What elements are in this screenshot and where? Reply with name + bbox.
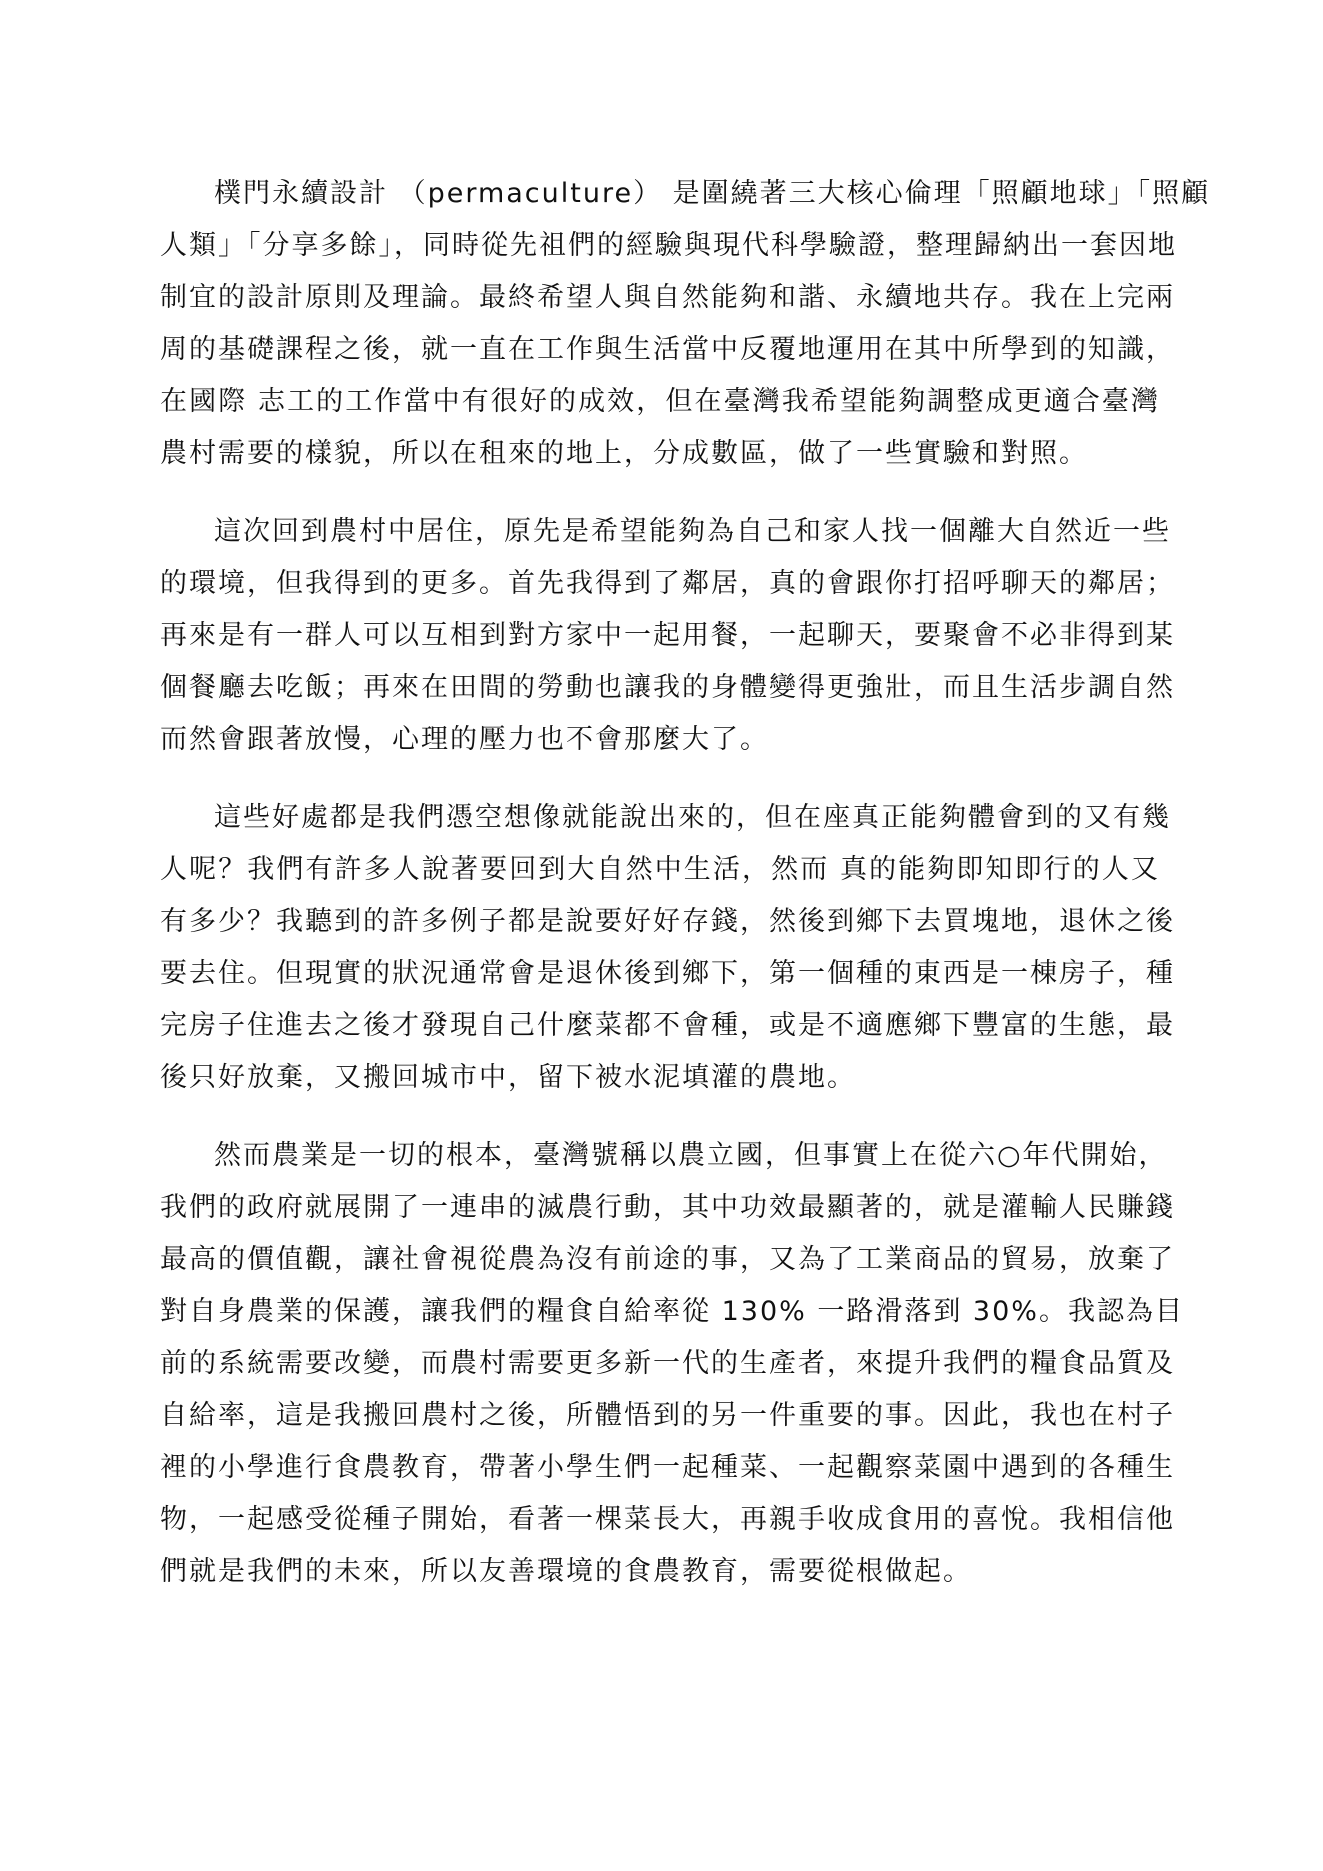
text-line: 然而農業是一切的根本，臺灣號稱以農立國，但事實上在從六○年代開始， — [214, 1140, 1168, 1171]
text-line: 們就是我們的未來，所以友善環境的食農教育，需要從根做起。 — [160, 1556, 972, 1587]
text-line: 而然會跟著放慢，心理的壓力也不會那麼大了。 — [160, 724, 769, 755]
paragraph-4 — [160, 1130, 1184, 1598]
text-line: 這次回到農村中居住，原先是希望能夠為自己和家人找一個離大自然近一些 — [214, 516, 1171, 547]
text-line: 我們的政府就展開了一連串的滅農行動，其中功效最顯著的，就是灌輸人民賺錢 — [160, 1192, 1175, 1223]
paragraph-2 — [160, 506, 1175, 766]
text-line: 農村需要的樣貌，所以在租來的地上，分成數區，做了一些實驗和對照。 — [160, 438, 1088, 469]
text-line: 制宜的設計原則及理論。最終希望人與自然能夠和諧、永續地共存。我在上完兩 — [160, 282, 1175, 313]
paragraph-3 — [160, 792, 1175, 1104]
text-line: 完房子住進去之後才發現自己什麼菜都不會種，或是不適應鄉下豐富的生態，最 — [160, 1010, 1175, 1041]
text-line: 樸門永續設計 （permaculture） 是圍繞著三大核心倫理「照顧地球」「照顧 — [214, 178, 1211, 209]
text-line: 這些好處都是我們憑空想像就能說出來的，但在座真正能夠體會到的又有幾 — [214, 802, 1171, 833]
text-line: 在國際 志工的工作當中有很好的成效，但在臺灣我希望能夠調整成更適合臺灣 — [160, 386, 1160, 417]
text-line: 裡的小學進行食農教育，帶著小學生們一起種菜、一起觀察菜園中遇到的各種生 — [160, 1452, 1175, 1483]
text-line: 後只好放棄，又搬回城市中，留下被水泥填灌的農地。 — [160, 1062, 856, 1093]
text-line: 周的基礎課程之後，就一直在工作與生活當中反覆地運用在其中所學到的知識， — [160, 334, 1175, 365]
text-line: 最高的價值觀，讓社會視從農為沒有前途的事，又為了工業商品的貿易，放棄了 — [160, 1244, 1175, 1275]
text-line: 人類」「分享多餘」，同時從先祖們的經驗與現代科學驗證，整理歸納出一套因地 — [160, 230, 1177, 261]
text-line: 人呢？我們有許多人說著要回到大自然中生活，然而 真的能夠即知即行的人又 — [160, 854, 1160, 885]
text-line: 對自身農業的保護，讓我們的糧食自給率從 130% 一路滑落到 30%。我認為目 — [160, 1296, 1184, 1327]
document-body — [160, 168, 1211, 1624]
text-line: 自給率，這是我搬回農村之後，所體悟到的另一件重要的事。因此，我也在村子 — [160, 1400, 1175, 1431]
paragraph-1 — [160, 168, 1211, 480]
text-line: 再來是有一群人可以互相到對方家中一起用餐，一起聊天，要聚會不必非得到某 — [160, 620, 1175, 651]
text-line: 個餐廳去吃飯；再來在田間的勞動也讓我的身體變得更強壯，而且生活步調自然 — [160, 672, 1175, 703]
text-line: 物，一起感受從種子開始，看著一棵菜長大，再親手收成食用的喜悅。我相信他 — [160, 1504, 1175, 1535]
text-line: 前的系統需要改變，而農村需要更多新一代的生產者，來提升我們的糧食品質及 — [160, 1348, 1175, 1379]
text-line: 有多少？我聽到的許多例子都是說要好好存錢，然後到鄉下去買塊地，退休之後 — [160, 906, 1175, 937]
text-line: 的環境，但我得到的更多。首先我得到了鄰居，真的會跟你打招呼聊天的鄰居； — [160, 568, 1175, 599]
text-line: 要去住。但現實的狀況通常會是退休後到鄉下，第一個種的東西是一棟房子，種 — [160, 958, 1175, 989]
